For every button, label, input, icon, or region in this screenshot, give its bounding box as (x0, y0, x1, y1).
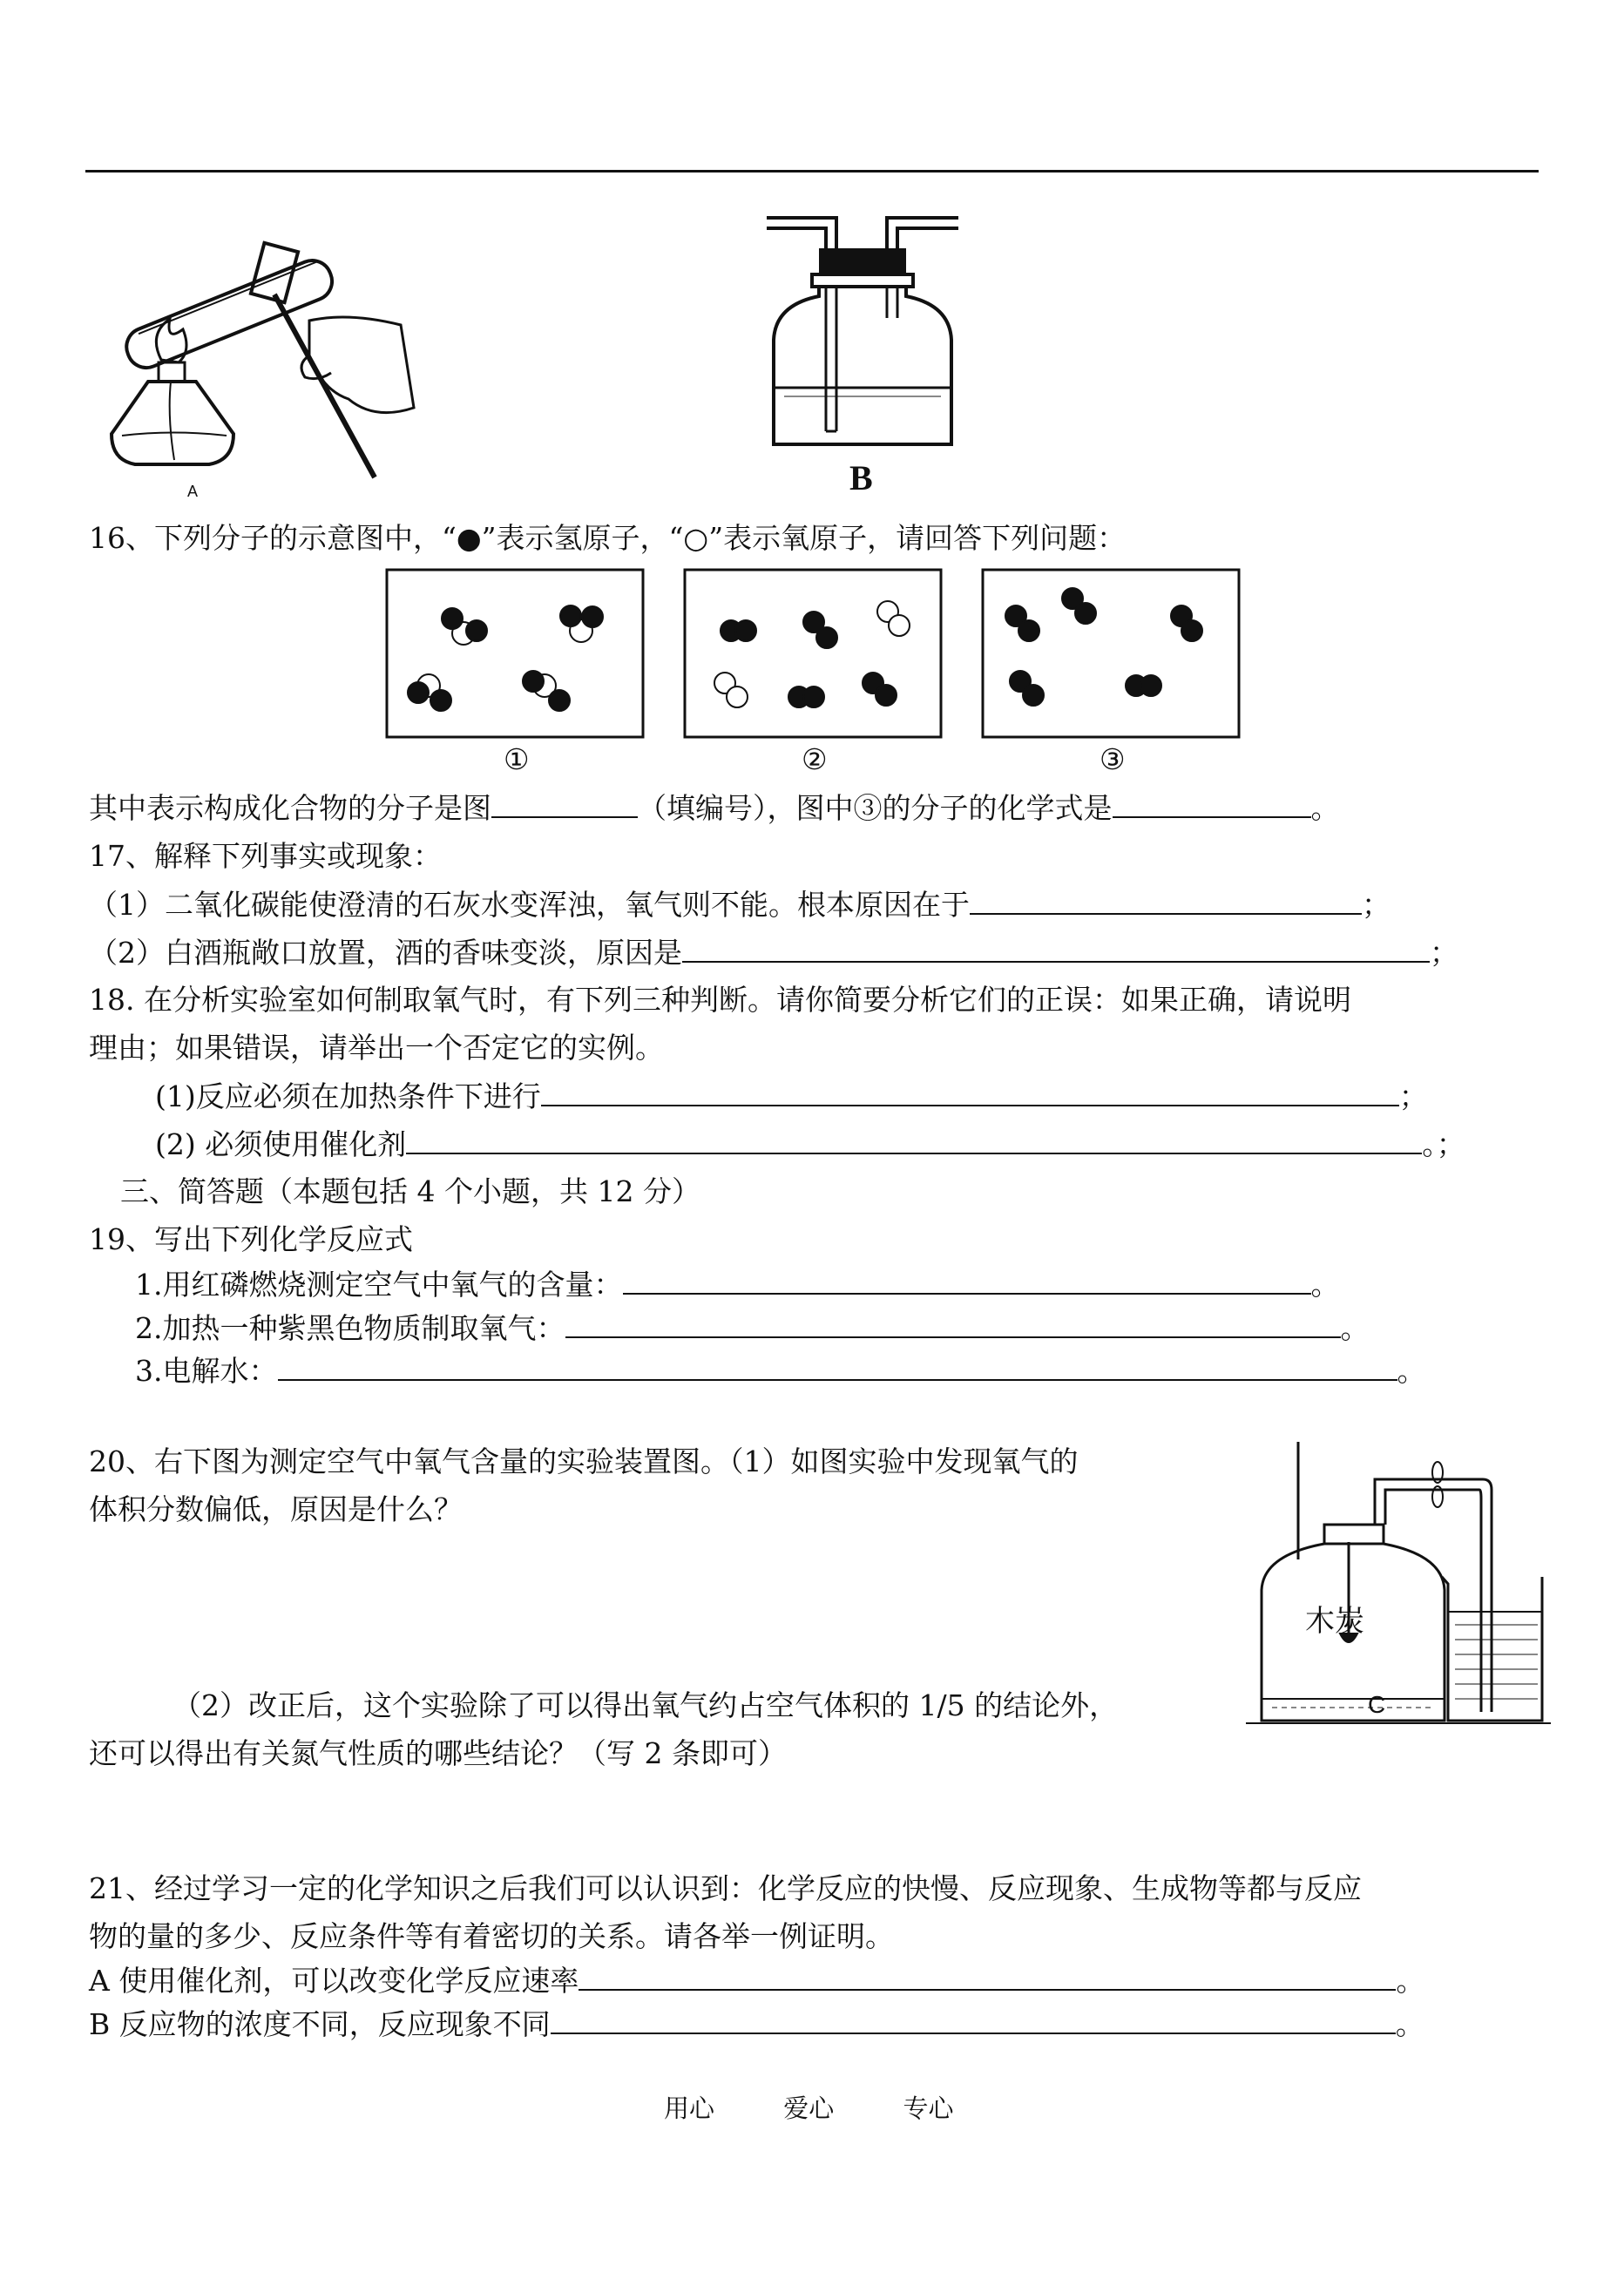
q19-part3-text: 3.电解水： (135, 1354, 278, 1388)
footer-item: 爱心 (783, 2093, 835, 2123)
q18-part2-text: (2) 必须使用催化剂 (155, 1127, 407, 1161)
q18-part2 (155, 1126, 1465, 1162)
footer (664, 2093, 953, 2124)
q16-blank-1[interactable] (491, 790, 638, 818)
q19-blank-2[interactable] (565, 1310, 1341, 1338)
q18-blank-1[interactable] (541, 1079, 1399, 1106)
q20-stem-line2: 体积分数偏低，原因是什么？ (89, 1492, 463, 1526)
section-3-heading: 三、简答题（本题包括 4 个小题，共 12 分） (120, 1174, 700, 1208)
q21-part-a (89, 1963, 1424, 1999)
molecule-box-3 (981, 568, 1241, 739)
q16-end-text: 。 (1310, 791, 1340, 825)
q17-part2 (89, 935, 1458, 971)
q19-part3 (135, 1353, 1426, 1389)
q19-part1-text: 1.用红磷燃烧测定空气中氧气的含量： (135, 1268, 623, 1302)
charcoal-label: 木炭 (1305, 1604, 1364, 1639)
q21-part-b-end: 。 (1395, 2007, 1424, 2041)
q19-part2 (135, 1310, 1370, 1346)
figure-b-label: B (849, 458, 873, 497)
q18-part1-text: (1)反应必须在加热条件下进行 (155, 1079, 541, 1113)
footer-item: 专心 (903, 2093, 954, 2123)
molecule-box-2 (683, 568, 943, 739)
q21-blank-b[interactable] (551, 2006, 1396, 2034)
q17-blank-2[interactable] (682, 935, 1430, 963)
q16-mid-text: （填编号），图中③的分子的化学式是 (638, 791, 1113, 825)
q20-part2-line1: （2）改正后，这个实验除了可以得出氧气约占空气体积的 1/5 的结论外， (173, 1688, 1119, 1722)
figure-c-label: C (1368, 1691, 1386, 1718)
molecule-box-2-label: ② (802, 742, 828, 776)
q19-part2-end: 。 (1340, 1311, 1370, 1345)
q17-blank-1[interactable] (970, 887, 1362, 915)
q19-part1-end: 。 (1310, 1268, 1340, 1302)
q19-part1 (135, 1267, 1340, 1302)
q16-stem: 16、下列分子的示意图中，“●”表示氢原子，“○”表示氧原子，请回答下列问题： (89, 521, 1127, 555)
q21-blank-a[interactable] (579, 1963, 1396, 1991)
q19-blank-1[interactable] (623, 1267, 1311, 1295)
q17-part1-text: （1）二氧化碳能使澄清的石灰水变浑浊，氧气则不能。根本原因在于 (89, 888, 970, 922)
gas-washing-bottle-figure (758, 209, 967, 505)
q16-blank-2[interactable] (1113, 790, 1311, 818)
footer-item: 用心 (664, 2093, 715, 2123)
q18-part1-end: ； (1398, 1079, 1428, 1113)
q17-part2-text: （2）白酒瓶敞口放置，酒的香味变淡，原因是 (89, 936, 682, 970)
q19-blank-3[interactable] (278, 1353, 1397, 1381)
q16-answer-line (89, 790, 1340, 826)
q21-part-a-end: 。 (1396, 1964, 1425, 1998)
molecule-box-1-label: ① (504, 742, 530, 776)
q18-part2-end: 。； (1422, 1127, 1465, 1161)
q21-part-a-text: A 使用催化剂，可以改变化学反应速率 (89, 1964, 579, 1998)
q18-part1 (155, 1079, 1428, 1114)
q18-blank-2[interactable] (406, 1126, 1422, 1154)
q17-part1 (89, 887, 1391, 923)
q21-part-b (89, 2006, 1424, 2042)
q18-stem-line2: 理由；如果错误，请举出一个否定它的实例。 (89, 1031, 664, 1065)
q17-part2-end: ； (1430, 936, 1458, 970)
q16-after-text: 其中表示构成化合物的分子是图 (89, 791, 491, 825)
figure-a-label: A (187, 483, 199, 500)
q19-part2-text: 2.加热一种紫黑色物质制取氧气： (135, 1311, 565, 1345)
heating-test-tube-figure (87, 216, 418, 504)
q21-stem-line2: 物的量的多少、反应条件等有着密切的关系。请各举一例证明。 (89, 1919, 894, 1953)
q18-stem-line1: 18. 在分析实验室如何制取氧气时，有下列三种判断。请你简要分析它们的正误：如果正确，请说明 (89, 983, 1351, 1017)
q19-part3-end: 。 (1397, 1354, 1426, 1388)
q17-stem: 17、解释下列事实或现象： (89, 839, 442, 873)
header-rule (85, 170, 1539, 172)
q21-part-b-text: B 反应物的浓度不同，反应现象不同 (89, 2007, 551, 2041)
molecule-box-1 (385, 568, 645, 739)
q20-part2-line2: 还可以得出有关氮气性质的哪些结论？（写 2 条即可） (89, 1736, 787, 1770)
oxygen-content-apparatus-figure (1246, 1437, 1551, 1725)
molecule-box-3-label: ③ (1100, 742, 1126, 776)
q21-stem-line1: 21、经过学习一定的化学知识之后我们可以认识到：化学反应的快慢、反应现象、生成物等都与反应 (89, 1871, 1362, 1905)
q19-stem: 19、写出下列化学反应式 (89, 1222, 413, 1256)
q17-part1-end: ； (1362, 888, 1391, 922)
q20-stem-line1: 20、右下图为测定空气中氧气含量的实验装置图。（1）如图实验中发现氧气的 (89, 1444, 1079, 1478)
